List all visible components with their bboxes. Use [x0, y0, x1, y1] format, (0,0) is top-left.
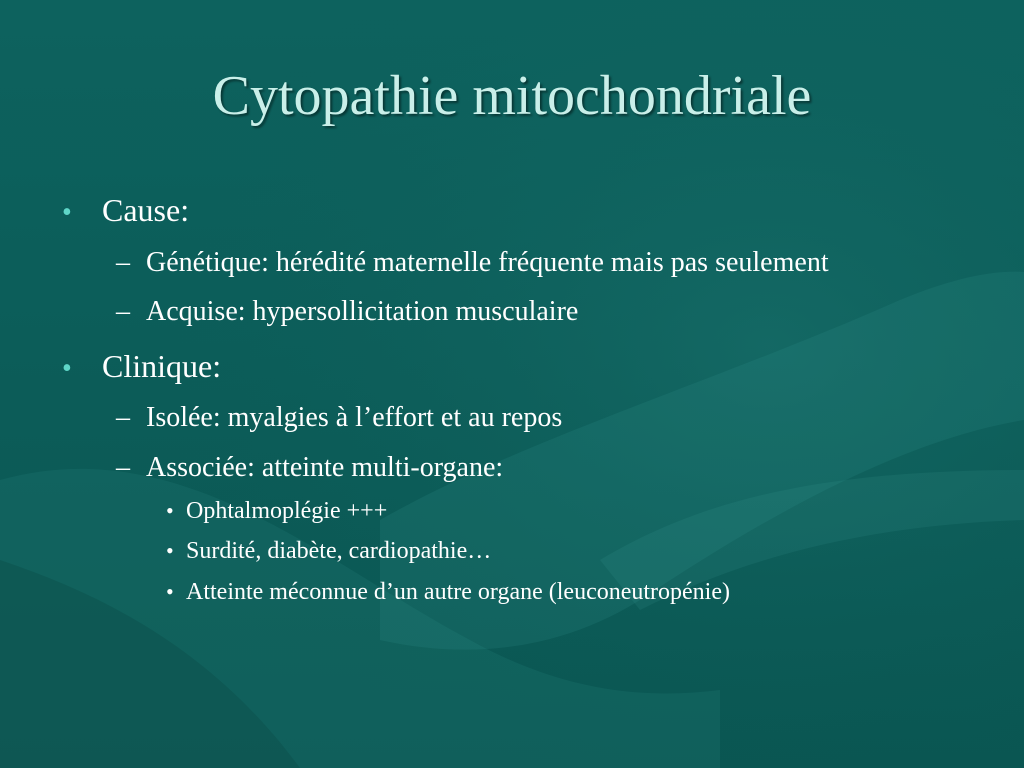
- sub-sub-item-ophtalmoplegie: [166, 496, 387, 526]
- bullet-text: Clinique:: [102, 348, 222, 384]
- bullet-marker: •: [166, 498, 174, 523]
- sub-item-text: Acquise: hypersollicitation musculaire: [146, 296, 579, 327]
- sub-sub-item-surdite: [166, 536, 491, 566]
- slide-title: Cytopathie mitochondriale: [212, 65, 812, 127]
- sub-sub-item-text: Surdité, diabète, cardiopathie…: [186, 538, 492, 564]
- sub-item-associee: [116, 451, 503, 485]
- sub-sub-item-text: Atteinte méconnue d’un autre organe (leuconeutropénie): [186, 579, 730, 605]
- dash-marker: –: [116, 296, 130, 327]
- sub-item-text: Associée: atteinte multi-organe:: [146, 452, 504, 483]
- bullet-text: Cause:: [102, 192, 190, 228]
- dash-marker: –: [116, 402, 130, 433]
- bullet-item-cause: [62, 190, 189, 233]
- bullet-marker: •: [62, 197, 72, 228]
- bullet-marker: •: [166, 538, 174, 563]
- sub-item-isolee: [116, 401, 562, 435]
- dash-marker: –: [116, 247, 130, 278]
- sub-item-text: Isolée: myalgies à l’effort et au repos: [146, 402, 563, 433]
- sub-sub-item-atteinte: [166, 577, 730, 607]
- sub-sub-item-text: Ophtalmoplégie +++: [186, 498, 388, 524]
- sub-item-text: Génétique: hérédité maternelle fréquente mais pas seulement: [146, 247, 829, 278]
- bullet-item-clinique: [62, 346, 221, 389]
- bullet-marker: •: [166, 579, 174, 604]
- bullet-marker: •: [62, 353, 72, 384]
- sub-item-genetique: [116, 246, 829, 280]
- sub-item-acquise: [116, 295, 578, 329]
- dash-marker: –: [116, 452, 130, 483]
